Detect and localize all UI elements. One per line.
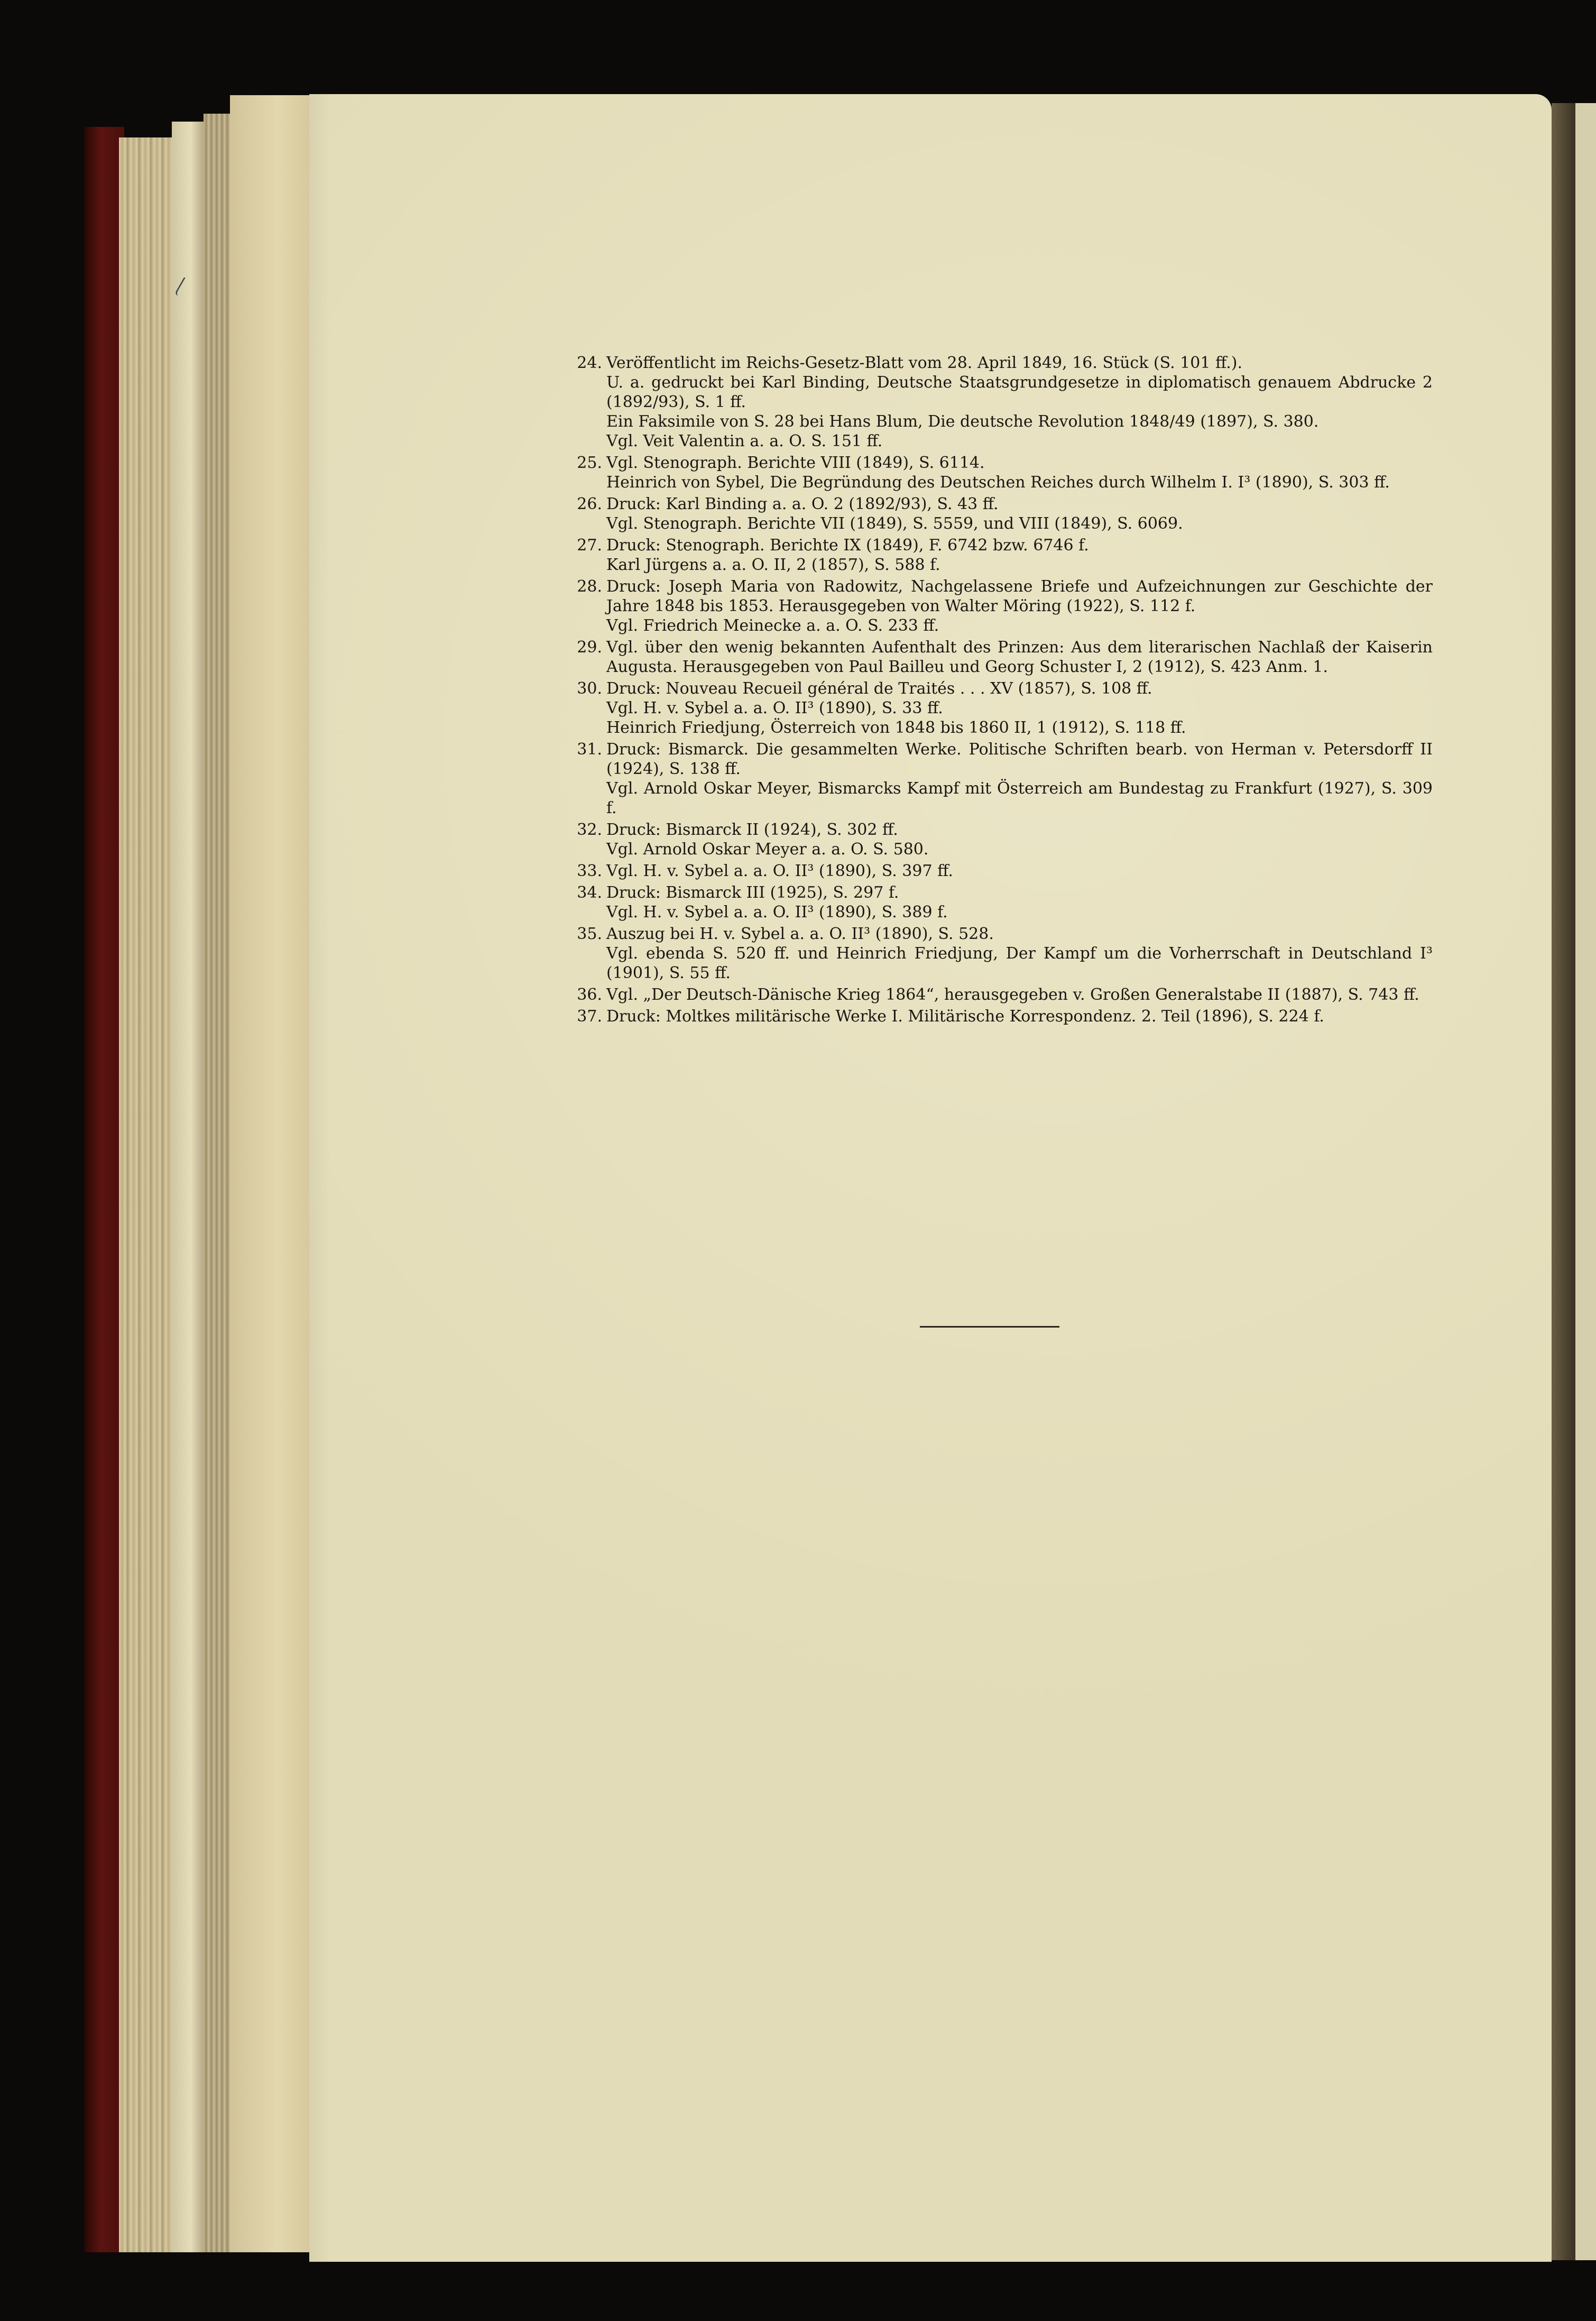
endnote-line: Vgl. über den wenig bekannten Aufenthalt des Prinzen: Aus dem literarischen Nachlaß der Kaiserin Augusta. Herausgegeben von Paul Bailleu und Georg Schuster I, 2 (1912), S. 423 Anm. 1. [606, 638, 1433, 676]
endnote-number: 37. [577, 1007, 602, 1026]
page-stack-edge [119, 137, 172, 2252]
endnote-line: Heinrich von Sybel, Die Begründung des Deutschen Reiches durch Wilhelm I. I³ (1890), S. 303 ff. [606, 473, 1390, 492]
endnotes-list [574, 353, 1433, 1028]
endnote-line: Vgl. H. v. Sybel a. a. O. II³ (1890), S. 397 ff. [606, 862, 953, 880]
endnote-line: Druck: Bismarck II (1924), S. 302 ff. [606, 821, 898, 839]
endnote-line: Druck: Karl Binding a. a. O. 2 (1892/93), S. 43 ff. [606, 495, 999, 513]
endnote-line: Vgl. Veit Valentin a. a. O. S. 151 ff. [606, 432, 883, 450]
endnote-number: 31. [577, 740, 602, 759]
endnote-line: Vgl. Stenograph. Berichte VII (1849), S. 5559, und VIII (1849), S. 6069. [606, 514, 1183, 533]
endnote-number: 27. [577, 536, 602, 555]
endnote-line: Vgl. ebenda S. 520 ff. und Heinrich Friedjung, Der Kampf um die Vorherrschaft in Deutschland I³ (1901), S. 55 ff. [606, 944, 1433, 982]
page-gutter-shadow [1552, 103, 1575, 2260]
endnote-number: 28. [577, 577, 602, 596]
page-stack-edge [204, 114, 230, 2252]
endnote [574, 453, 1433, 492]
endnote [574, 536, 1433, 575]
endnote-line: Vgl. H. v. Sybel a. a. O. II³ (1890), S. 389 f. [606, 903, 948, 922]
endnote [574, 740, 1433, 818]
section-divider-rule [920, 1326, 1059, 1328]
endnote-number: 25. [577, 454, 602, 472]
endnote-line: Heinrich Friedjung, Österreich von 1848 bis 1860 II, 1 (1912), S. 118 ff. [606, 719, 1186, 737]
endnote [574, 1007, 1433, 1026]
endnote [574, 861, 1433, 881]
endnote-line: Vgl. Friedrich Meinecke a. a. O. S. 233 ff. [606, 616, 939, 635]
endnote [574, 638, 1433, 677]
endnote [574, 577, 1433, 635]
endnote-number: 30. [577, 679, 602, 698]
endnote-line: Vgl. Stenograph. Berichte VIII (1849), S. 6114. [606, 454, 985, 472]
page-stack-edge [230, 95, 311, 2252]
next-page-edge [1575, 103, 1596, 2260]
endnote-number: 32. [577, 821, 602, 839]
endnote-line: Vgl. Arnold Oskar Meyer a. a. O. S. 580. [606, 840, 929, 859]
endnote-number: 33. [577, 862, 602, 880]
endnote [574, 679, 1433, 738]
endnote [574, 985, 1433, 1005]
endnote-line: Vgl. Arnold Oskar Meyer, Bismarcks Kampf mit Österreich am Bundestag zu Frankfurt (1927), S. 309 f. [606, 779, 1433, 817]
endnote-line: Veröffentlicht im Reichs-Gesetz-Blatt vom 28. April 1849, 16. Stück (S. 101 ff.). [606, 354, 1242, 372]
endnote-line: Druck: Stenograph. Berichte IX (1849), F. 6742 bzw. 6746 f. [606, 536, 1089, 555]
endnote-number: 36. [577, 985, 602, 1004]
endnote-line: Druck: Bismarck. Die gesammelten Werke. Politische Schriften bearb. von Herman v. Petersdorff II (1924), S. 138 ff. [606, 740, 1433, 778]
endnote-line: Karl Jürgens a. a. O. II, 2 (1857), S. 588 f. [606, 556, 940, 574]
endnote [574, 924, 1433, 983]
endnote-line: Auszug bei H. v. Sybel a. a. O. II³ (1890), S. 528. [606, 925, 994, 943]
endnote-number: 24. [577, 354, 602, 372]
endnote-number: 35. [577, 925, 602, 943]
endnote [574, 883, 1433, 922]
endnote [574, 494, 1433, 533]
endnote-line: Druck: Nouveau Recueil général de Traités . . . XV (1857), S. 108 ff. [606, 679, 1152, 698]
endnote-line: U. a. gedruckt bei Karl Binding, Deutsche Staatsgrundgesetze in diplomatisch genauem Abdrucke 2 (1892/93), S. 1 ff. [606, 373, 1433, 411]
red-book-binding [85, 127, 124, 2252]
endnote-line: Vgl. „Der Deutsch-Dänische Krieg 1864“, herausgegeben v. Großen Generalstabe II (1887), S. 743 ff. [606, 985, 1419, 1004]
endnote-number: 29. [577, 638, 602, 657]
endnote-number: 34. [577, 883, 602, 902]
endnote-line: Druck: Moltkes militärische Werke I. Militärische Korrespondenz. 2. Teil (1896), S. 224 f. [606, 1007, 1324, 1026]
endnote [574, 820, 1433, 859]
endnote-line: Druck: Bismarck III (1925), S. 297 f. [606, 883, 899, 902]
endnote-line: Druck: Joseph Maria von Radowitz, Nachgelassene Briefe und Aufzeichnungen zur Geschichte der Jahre 1848 bis 1853. Herausgegeben von Walter Möring (1922), S. 112 f. [606, 577, 1433, 615]
page-stack-edge [172, 122, 204, 2252]
endnote-number: 26. [577, 495, 602, 513]
endnote [574, 353, 1433, 451]
endnote-line: Ein Faksimile von S. 28 bei Hans Blum, Die deutsche Revolution 1848/49 (1897), S. 380. [606, 412, 1319, 431]
endnote-line: Vgl. H. v. Sybel a. a. O. II³ (1890), S. 33 ff. [606, 699, 943, 717]
